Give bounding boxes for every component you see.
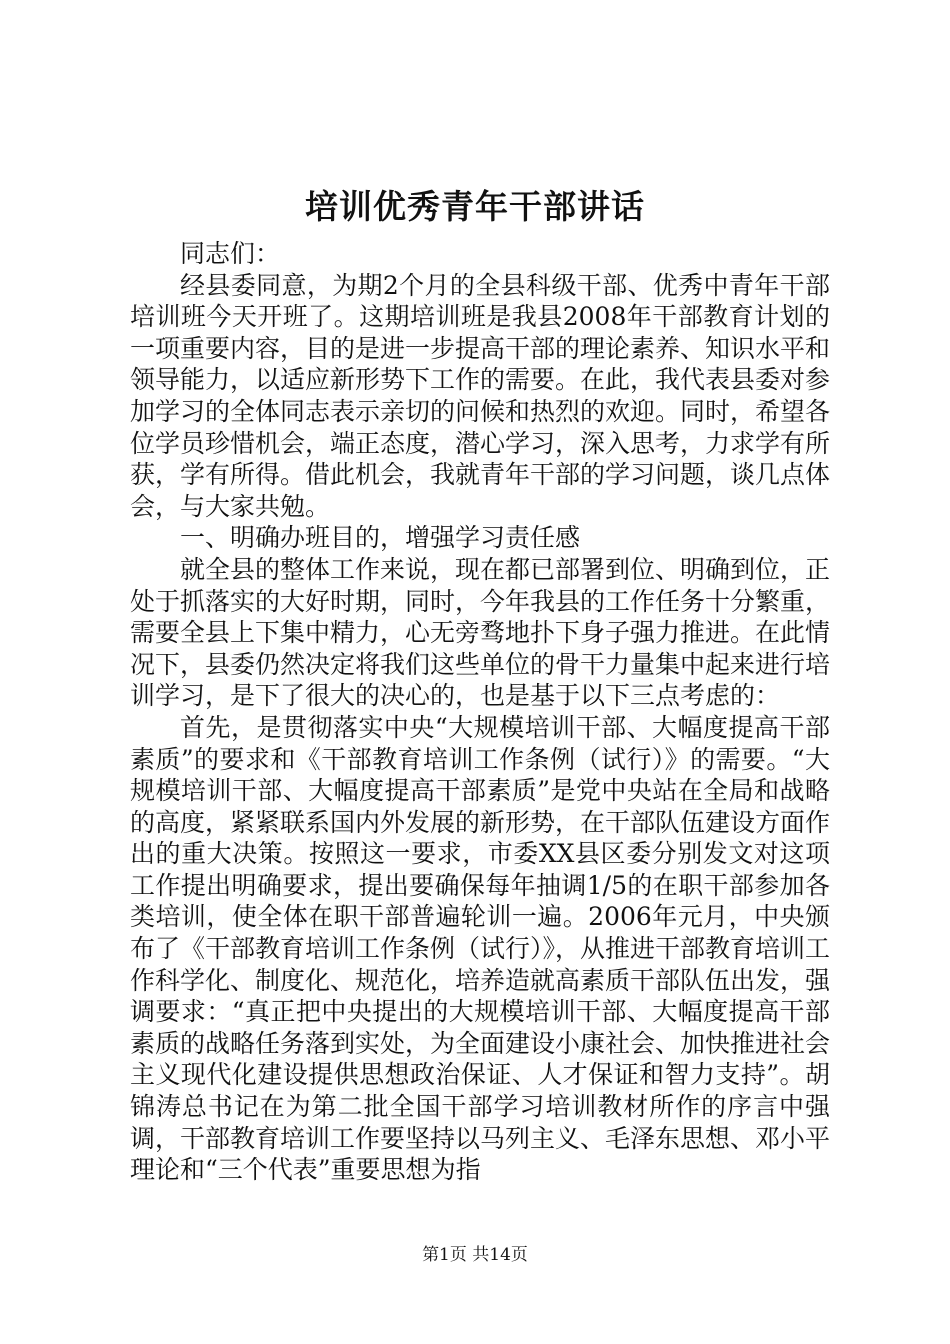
paragraph-intro: 经县委同意，为期2个月的全县科级干部、优秀中青年干部培训班今天开班了。这期培训班是我县2008年干部教育计划的一项重要内容，目的是进一步提高干部的理论素养、知识水平和领导能力，以适应新形势下工作的需要。在此，我代表县委对参加学习的全体同志表示亲切的问候和热烈的欢迎。同时，希望各位学员珍惜机会，端正态度，潜心学习，深入思考，力求学有所获，学有所得。借此机会，我就青年干部的学习问题，谈几点体会，与大家共勉。 (130, 270, 831, 521)
salutation: 同志们： (180, 239, 281, 268)
page-footer: 第1页 共14页 (422, 1245, 528, 1265)
paragraph-first-reason: 首先，是贯彻落实中央“大规模培训干部、大幅度提高干部素质”的要求和《干部教育培训工作条例（试行）》的需要。“大规模培训干部、大幅度提高干部素质”是党中央站在全局和战略的高度，紧紧联系国内外发展的新形势，在干部队伍建设方面作出的重大决策。按照这一要求，市委XX县区委分别发文对这项工作提出明确要求，提出要确保每年抽调1/5的在职干部参加各类培训，使全体在职干部普遍轮训一遍。2006年元月，中央颁布了《干部教育培训工作条例（试行）》，从推进干部教育培训工作科学化、制度化、规范化，培养造就高素质干部队伍出发，强调要求：“真正把中央提出的大规模培训干部、大幅度提高干部素质的战略任务落到实处，为全面建设小康社会、加快推进社会主义现代化建设提供思想政治保证、人才保证和智力支持”。胡锦涛总书记在为第二批全国干部学习培训教材所作的序言中强调，干部教育培训工作要坚持以马列主义、毛泽东思想、邓小平理论和“三个代表”重要思想为指 (130, 712, 831, 1185)
document-title: 培训优秀青年干部讲话 (305, 187, 645, 226)
paragraph-context: 就全县的整体工作来说，现在都已部署到位、明确到位，正处于抓落实的大好时期，同时，今年我县的工作任务十分繁重，需要全县上下集中精力，心无旁骛地扑下身子强力推进。在此情况下，县委仍然决定将我们这些单位的骨干力量集中起来进行培训学习，是下了很大的决心的，也是基于以下三点考虑的： (130, 554, 831, 711)
section-heading: 一、明确办班目的，增强学习责任感 (180, 523, 581, 553)
document-body (130, 238, 830, 1186)
